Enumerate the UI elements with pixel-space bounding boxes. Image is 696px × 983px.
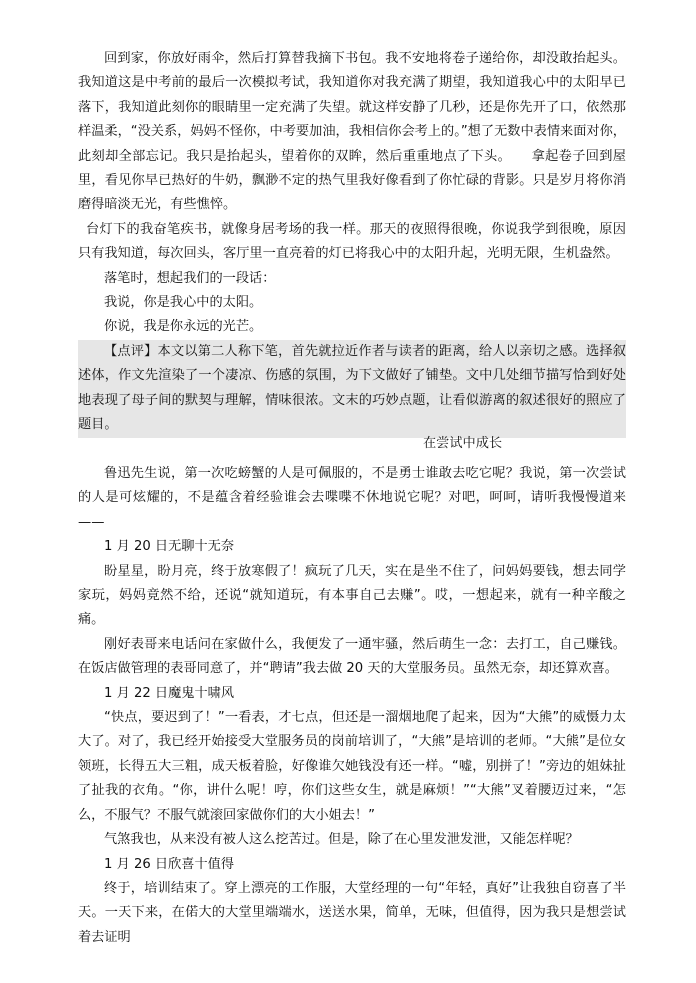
paragraph-training-done: 终于，培训结束了。穿上漂亮的工作服，大堂经理的一句“年轻，真好”让我独自窃喜了半天。一天下来，在偌大的大堂里端端水，送送水果，简单，无味，但值得，因为我只是想尝试着去证明 <box>78 880 626 945</box>
paragraph-cousin-job: 刚好表哥来电话问在家做什么，我便发了一通牢骚，然后萌生一念：去打工，自己赚钱。在饭店做管理的表哥同意了，并“聘请”我去做 20 天的大堂服务员。虽然无奈，却还算欢喜。 <box>78 636 626 677</box>
diary-heading-jan22: 1 月 22 日魔鬼十啸风 <box>104 685 235 701</box>
paragraph-closing-line: 落笔时，想起我们的一段话： <box>104 270 276 286</box>
comment-paragraph: 【点评】本文以第二人称下笔，首先就拉近作者与读者的距离，给人以亲切之感。选择叙述体，作文先渲染了一个凄凉、伤感的氛围，为下文做好了铺垫。文中几处细节描写恰到好处地表现了母子间的默契与理解，情味很浓。文末的巧妙点题，让看似游离的叙述很好的照应了题目。 <box>78 340 626 438</box>
paragraph-intro: 鲁迅先生说，第一次吃螃蟹的人是可佩服的，不是勇士谁敢去吃它呢？我说，第一次尝试的人是可炫耀的，不是蕴含着经验谁会去喋喋不休地说它呢？对吧，呵呵，请听我慢慢道来—— <box>78 466 626 530</box>
story-trying-section <box>78 462 626 950</box>
diary-heading-jan20: 1 月 20 日无聊十无奈 <box>104 539 235 555</box>
diary-heading-jan26: 1 月 26 日欣喜十值得 <box>104 856 235 872</box>
story-mother-section <box>78 47 626 438</box>
essay-title: 在尝试中成长 <box>423 436 503 451</box>
paragraph-i-said: 我说，你是我心中的太阳。 <box>104 295 263 311</box>
paragraph-you-said: 你说，我是你永远的光芒。 <box>104 319 263 335</box>
paragraph-winter-break: 盼星星，盼月亮，终于放寒假了！疯玩了几天，实在是坐不住了，问妈妈要钱，想去同学家玩，妈妈竟然不给，还说“就知道玩，有本事自己去赚”。哎，一想起来，就有一种辛酸之痛。 <box>78 563 626 628</box>
paragraph-return-home: 回到家，你放好雨伞，然后打算替我摘下书包。我不安地将卷子递给你，却没敢抬起头。我知道这是中考前的最后一次模拟考试，我知道你对我充满了期望，我知道我心中的太阳早已落下，我知道此刻你的眼睛里一定充满了失望。就这样安静了几秒，还是你先开了口，依然那样温柔，“没关系，妈妈不怪你，中考要加油，我相信你会考上的。”想了无数中表情来面对你，此刻却全部忘记。我只是抬起头，望着你的双眸，然后重重地点了下头。 拿起卷子回到屋里，看见你早已热好的牛奶，飘渺不定的热气里我好像看到了你忙碌的背影。只是岁月将你消磨得暗淡无光，有些憔悴。 <box>78 51 626 213</box>
paragraph-anger: 气煞我也，从来没有被人这么挖苦过。但是，除了在心里发泄发泄，又能怎样呢？ <box>104 832 579 848</box>
paragraph-desk-lamp: 台灯下的我奋笔疾书，就像身居考场的我一样。那天的夜照得很晚，你说我学到很晚，原因只有我知道，每次回头，客厅里一直亮着的灯已将我心中的太阳升起，光明无限，生机盎然。 <box>78 221 626 262</box>
paragraph-training: “快点，要迟到了！”一看表，才七点，但还是一溜烟地爬了起来，因为“大熊”的威慑力太大了。对了，我已经开始接受大堂服务员的岗前培训了，“大熊”是培训的老师。“大熊”是位女领班，长得五大三粗，成天板着脸，好像谁欠她钱没有还一样。“嘘，别拼了！”旁边的姐妹扯了扯我的衣角。“你，讲什么呢！哼，你们这些女生，就是麻烦！”“大熊”叉着腰迈过来，“怎么，不服气？不服气就滚回家做你们的大小姐去！” <box>78 710 626 823</box>
